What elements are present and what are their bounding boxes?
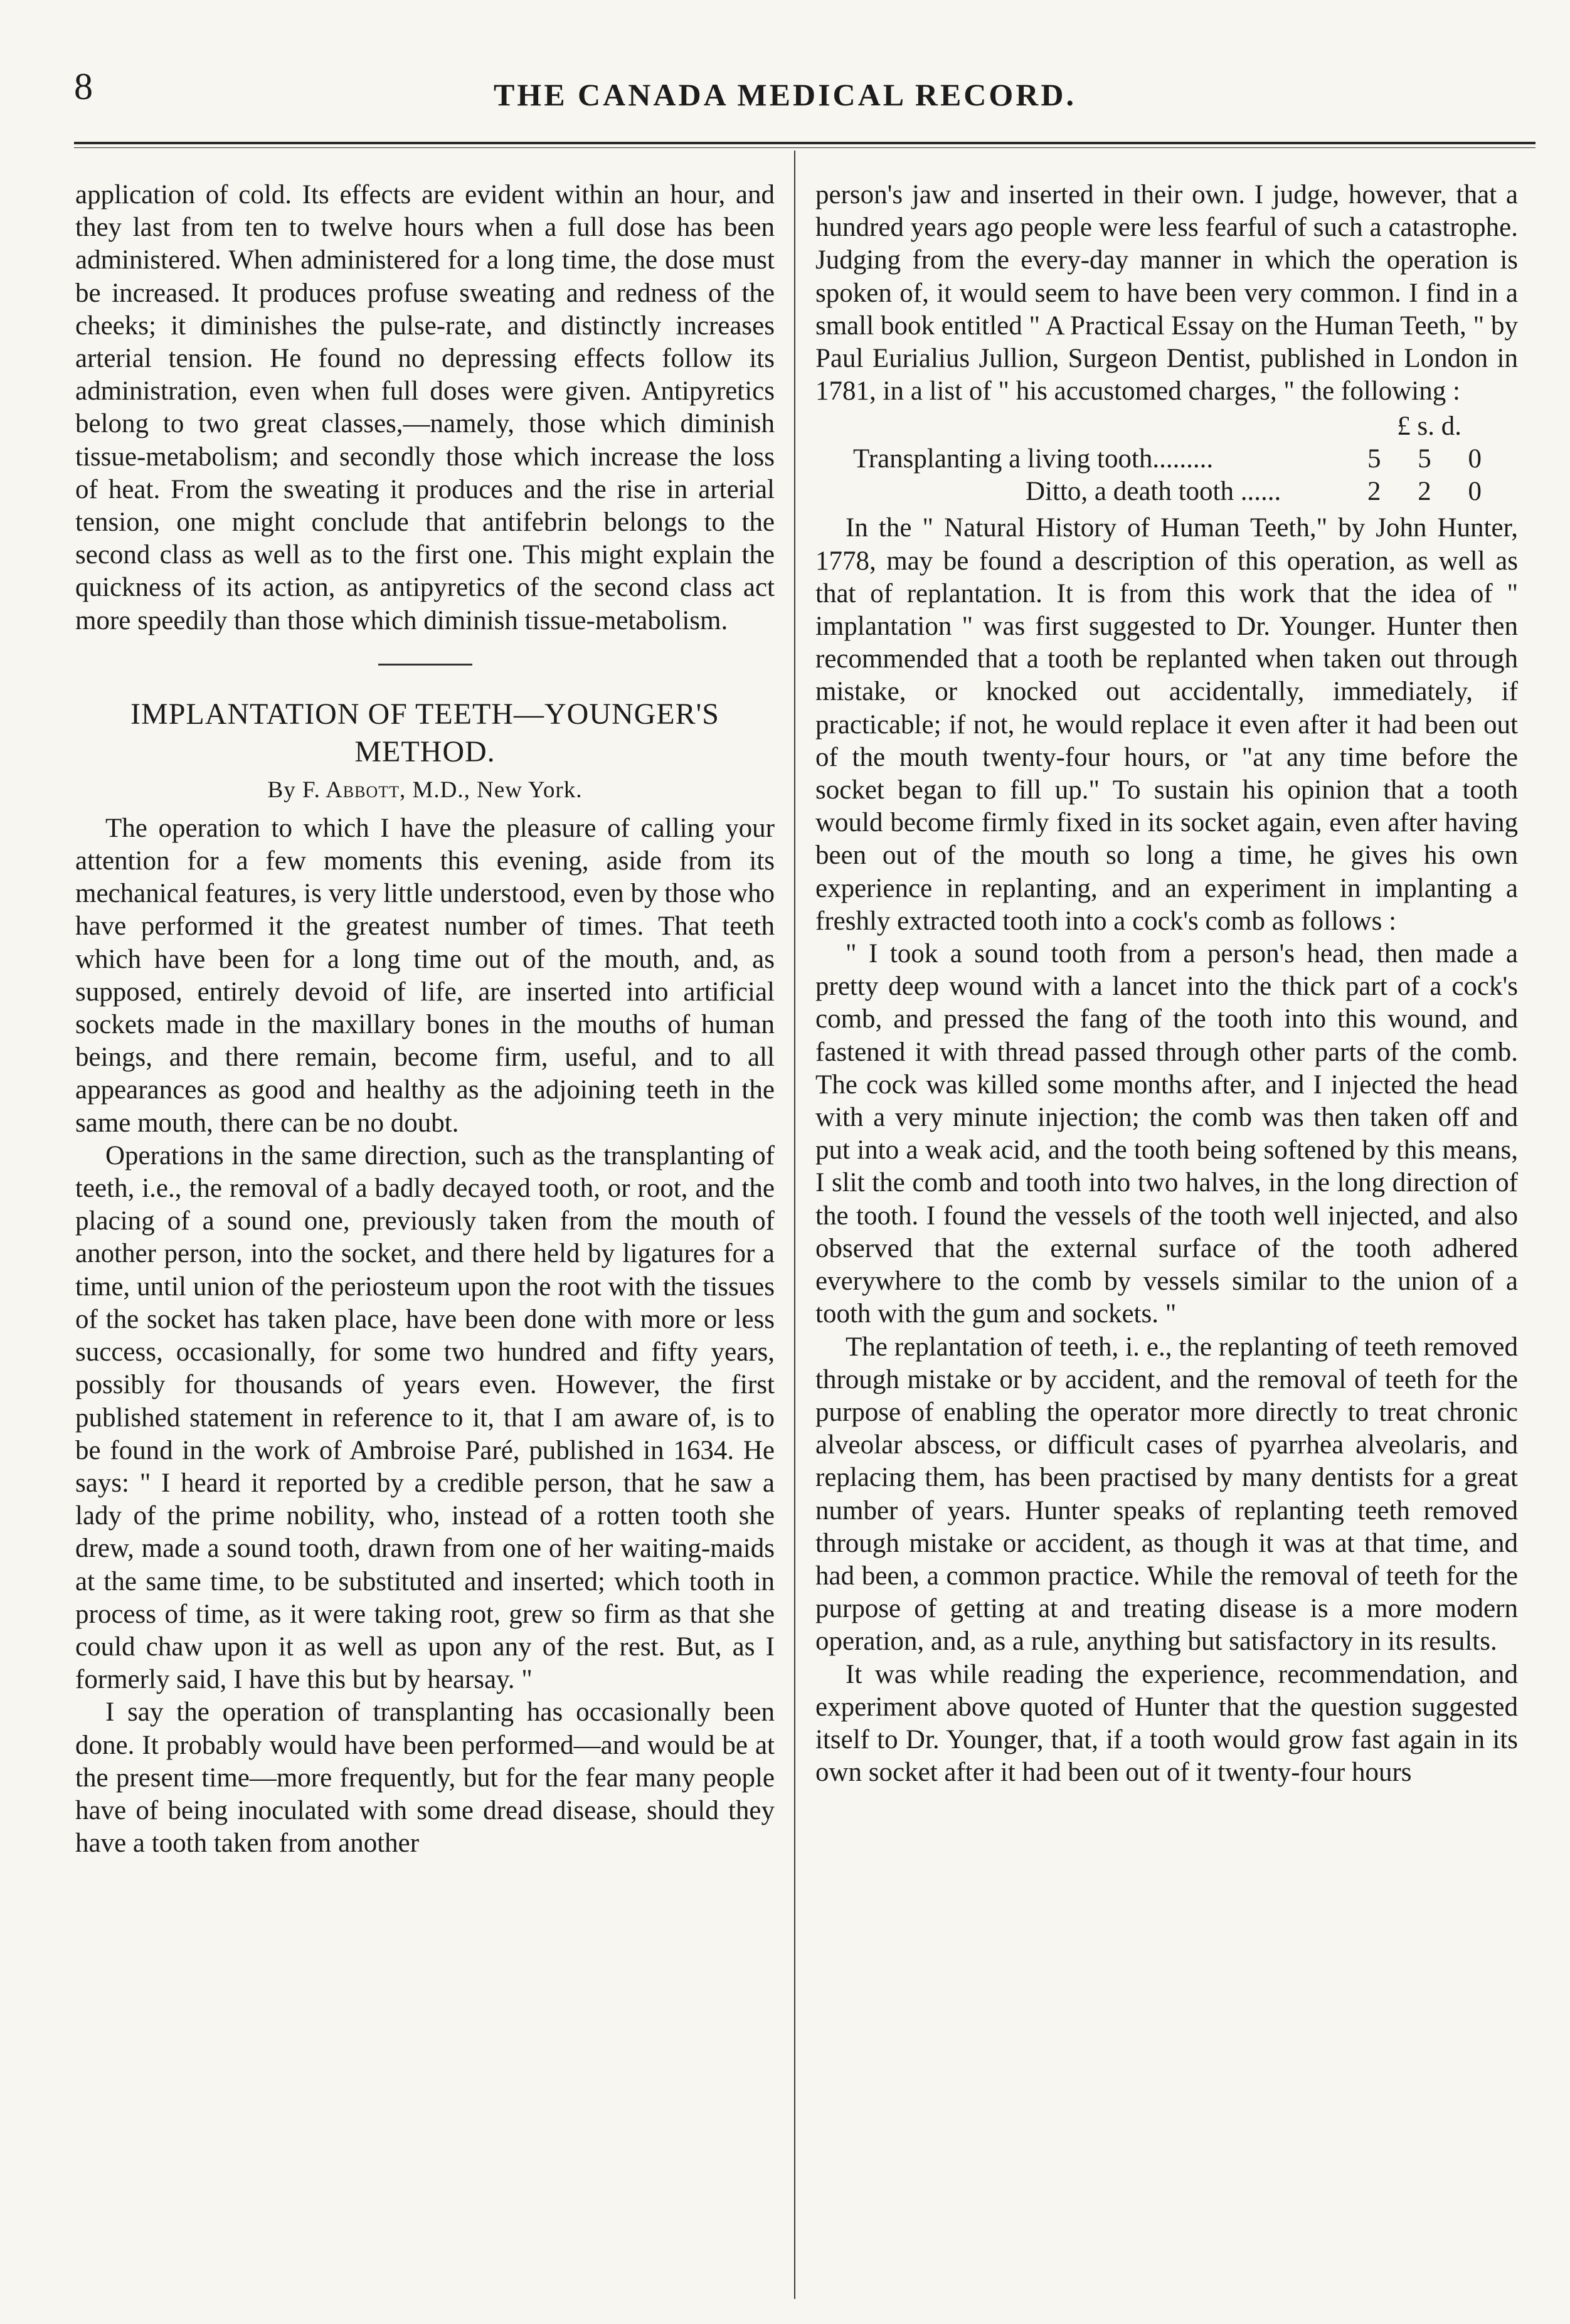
fee-table	[815, 410, 1518, 508]
right-column	[815, 179, 1518, 2299]
page-number: 8	[74, 66, 93, 107]
fee-row	[815, 443, 1518, 475]
fee-amount: 2 2 0	[1367, 477, 1497, 507]
article-paragraph: In the " Natural History of Human Teeth," by John Hunter, 1778, may be found a description of this operation, as well as that of replantation. It is from this work that the idea of " implantation " was first suggested to Dr. Younger. Hunter then recommended that a tooth be replanted when taken out through mistake, or knocked out accidentally, immediately, if practicable; if not, he would replace it even after it had been out of the mouth twenty-four hours, or "at any time before the socket began to fill up." To sustain his opinion that a tooth would become firmly fixed in its socket again, even after having been out of the mouth so long a time, he gives his own experience in replanting, and an experiment in implanting a freshly extracted tooth into a cock's comb as follows :	[815, 513, 1518, 936]
fee-units-header: £ s. d.	[1397, 411, 1461, 442]
article-paragraph: The replantation of teeth, i. e., the replanting of teeth removed through mistake or by accident, and the removal of teeth for the purpose of enabling the operator more directly to treat chronic alveolar abscess, or difficult cases of pyarrhea alveolaris, and replacing them, has been practised by many dentists for a great number of years. Hunter speaks of replanting teeth removed through mistake or accident, as though it was at that time, and had been, a common practice. While the removal of teeth for the purpose of getting at and treating disease is a more modern operation, and, as a rule, anything but satisfactory in its results.	[815, 1332, 1518, 1657]
article-paragraph: It was while reading the experience, recommendation, and experiment above quoted of Hunter that the question suggested itself to Dr. Younger, that, if a tooth would grow fast again in its own socket after it had been out of it twenty-four hours	[815, 1659, 1518, 1788]
byline-place: New York.	[477, 777, 583, 803]
article-paragraph: The operation to which I have the pleasure of calling your attention for a few moments this evening, aside from its mechanical features, is very little understood, even by those who have performed it the greatest number of times. That teeth which have been for a long time out of the mouth, and, as supposed, entirely devoid of life, are inserted into artificial sockets made in the maxillary bones in the mouths of human beings, and there remain, become firm, useful, and to all appearances as good and healthy as the adjoining teeth in the same mouth, there can be no doubt.	[75, 813, 775, 1138]
article-title: IMPLANTATION OF TEETH—YOUNGER'S METHOD.	[130, 697, 719, 768]
fee-amount: 5 5 0	[1367, 444, 1497, 474]
running-head: THE CANADA MEDICAL RECORD.	[493, 77, 1077, 112]
column-divider	[794, 151, 795, 2299]
fee-label: Transplanting a living tooth.........	[853, 444, 1214, 474]
fee-row	[815, 475, 1518, 508]
left-column	[75, 179, 775, 2299]
article-paragraph: I say the operation of transplanting has occasionally been done. It probably would have been performed—and would be at the present time—more frequently, but for the fear many people have of being inoculated with some dread disease, should they have a tooth taken from another	[75, 1697, 775, 1859]
byline	[75, 775, 775, 806]
article-paragraph: Operations in the same direction, such as the transplanting of teeth, i.e., the removal of a badly decayed tooth, or root, and the placing of a sound one, previously taken from the mouth of another person, into the socket, and there held by ligatures for a time, until union of the periosteum upon the root with the tissues of the socket has taken place, have been done with more or less success, occasionally, for some two hundred and fifty years, possibly for thousands of years even. However, the first published statement in reference to it, that I am aware of, is to be found in the work of Ambroise Paré, published in 1634. He says: " I heard it reported by a credible person, that he saw a lady of the prime nobility, who, instead of a rotten tooth she drew, made a sound tooth, drawn from one of her waiting-maids at the same time, to be substituted and inserted; which tooth in process of time, as it were taking root, grew so firm as that she could chaw upon it as well as upon any of the rest. But, as I formerly said, I have this but by hearsay. "	[75, 1140, 775, 1695]
byline-prefix: By	[267, 777, 296, 803]
section-separator	[378, 664, 472, 666]
byline-author: F. Abbott, M.D.,	[302, 777, 470, 803]
hunter-quote: " I took a sound tooth from a person's head, then made a pretty deep wound with a lancet into the thick part of a cock's comb, and pressed the fang of the tooth into this wound, and fastened it with thread passed through other parts of the comb. The cock was killed some months after, and I injected the head with a very minute injection; the comb was then taken off and put into a weak acid, and the tooth being softened by this means, I slit the comb and tooth into two halves, in the long direction of the tooth. I found the vessels of the tooth well injected, and also observed that the external surface of the tooth adhered everywhere to the comb by vessels similar to the union of a tooth with the gum and sockets. "	[815, 939, 1518, 1329]
article-paragraph: person's jaw and inserted in their own. I judge, however, that a hundred years ago people were less fearful of such a catastrophe. Judging from the every-day manner in which the operation is spoken of, it would seem to have been very common. I find in a small book entitled " A Practical Essay on the Human Teeth, " by Paul Eurialius Jullion, Surgeon Dentist, published in London in 1781, in a list of " his accustomed charges, " the following :	[815, 180, 1518, 406]
header-rule	[74, 142, 1536, 148]
continued-paragraph: application of cold. Its effects are evident within an hour, and they last from ten to twelve hours when a full dose has been administered. When administered for a long time, the dose must be increased. It produces profuse sweating and redness of the cheeks; it diminishes the pulse-rate, and distinctly increases arterial tension. He found no depressing effects follow its administration, even when full doses were given. Antipyretics belong to two great classes,—namely, those which diminish tissue-metabolism; and secondly those which increase the loss of heat. From the sweating it produces and the rise in arterial tension, one might conclude that antifebrin belongs to the second class as well as to the first one. This might explain the quickness of its action, as antipyretics of the second class act more speedily than those which diminish tissue-metabolism.	[75, 180, 775, 635]
fee-label: Ditto, a death tooth ......	[1026, 477, 1281, 507]
